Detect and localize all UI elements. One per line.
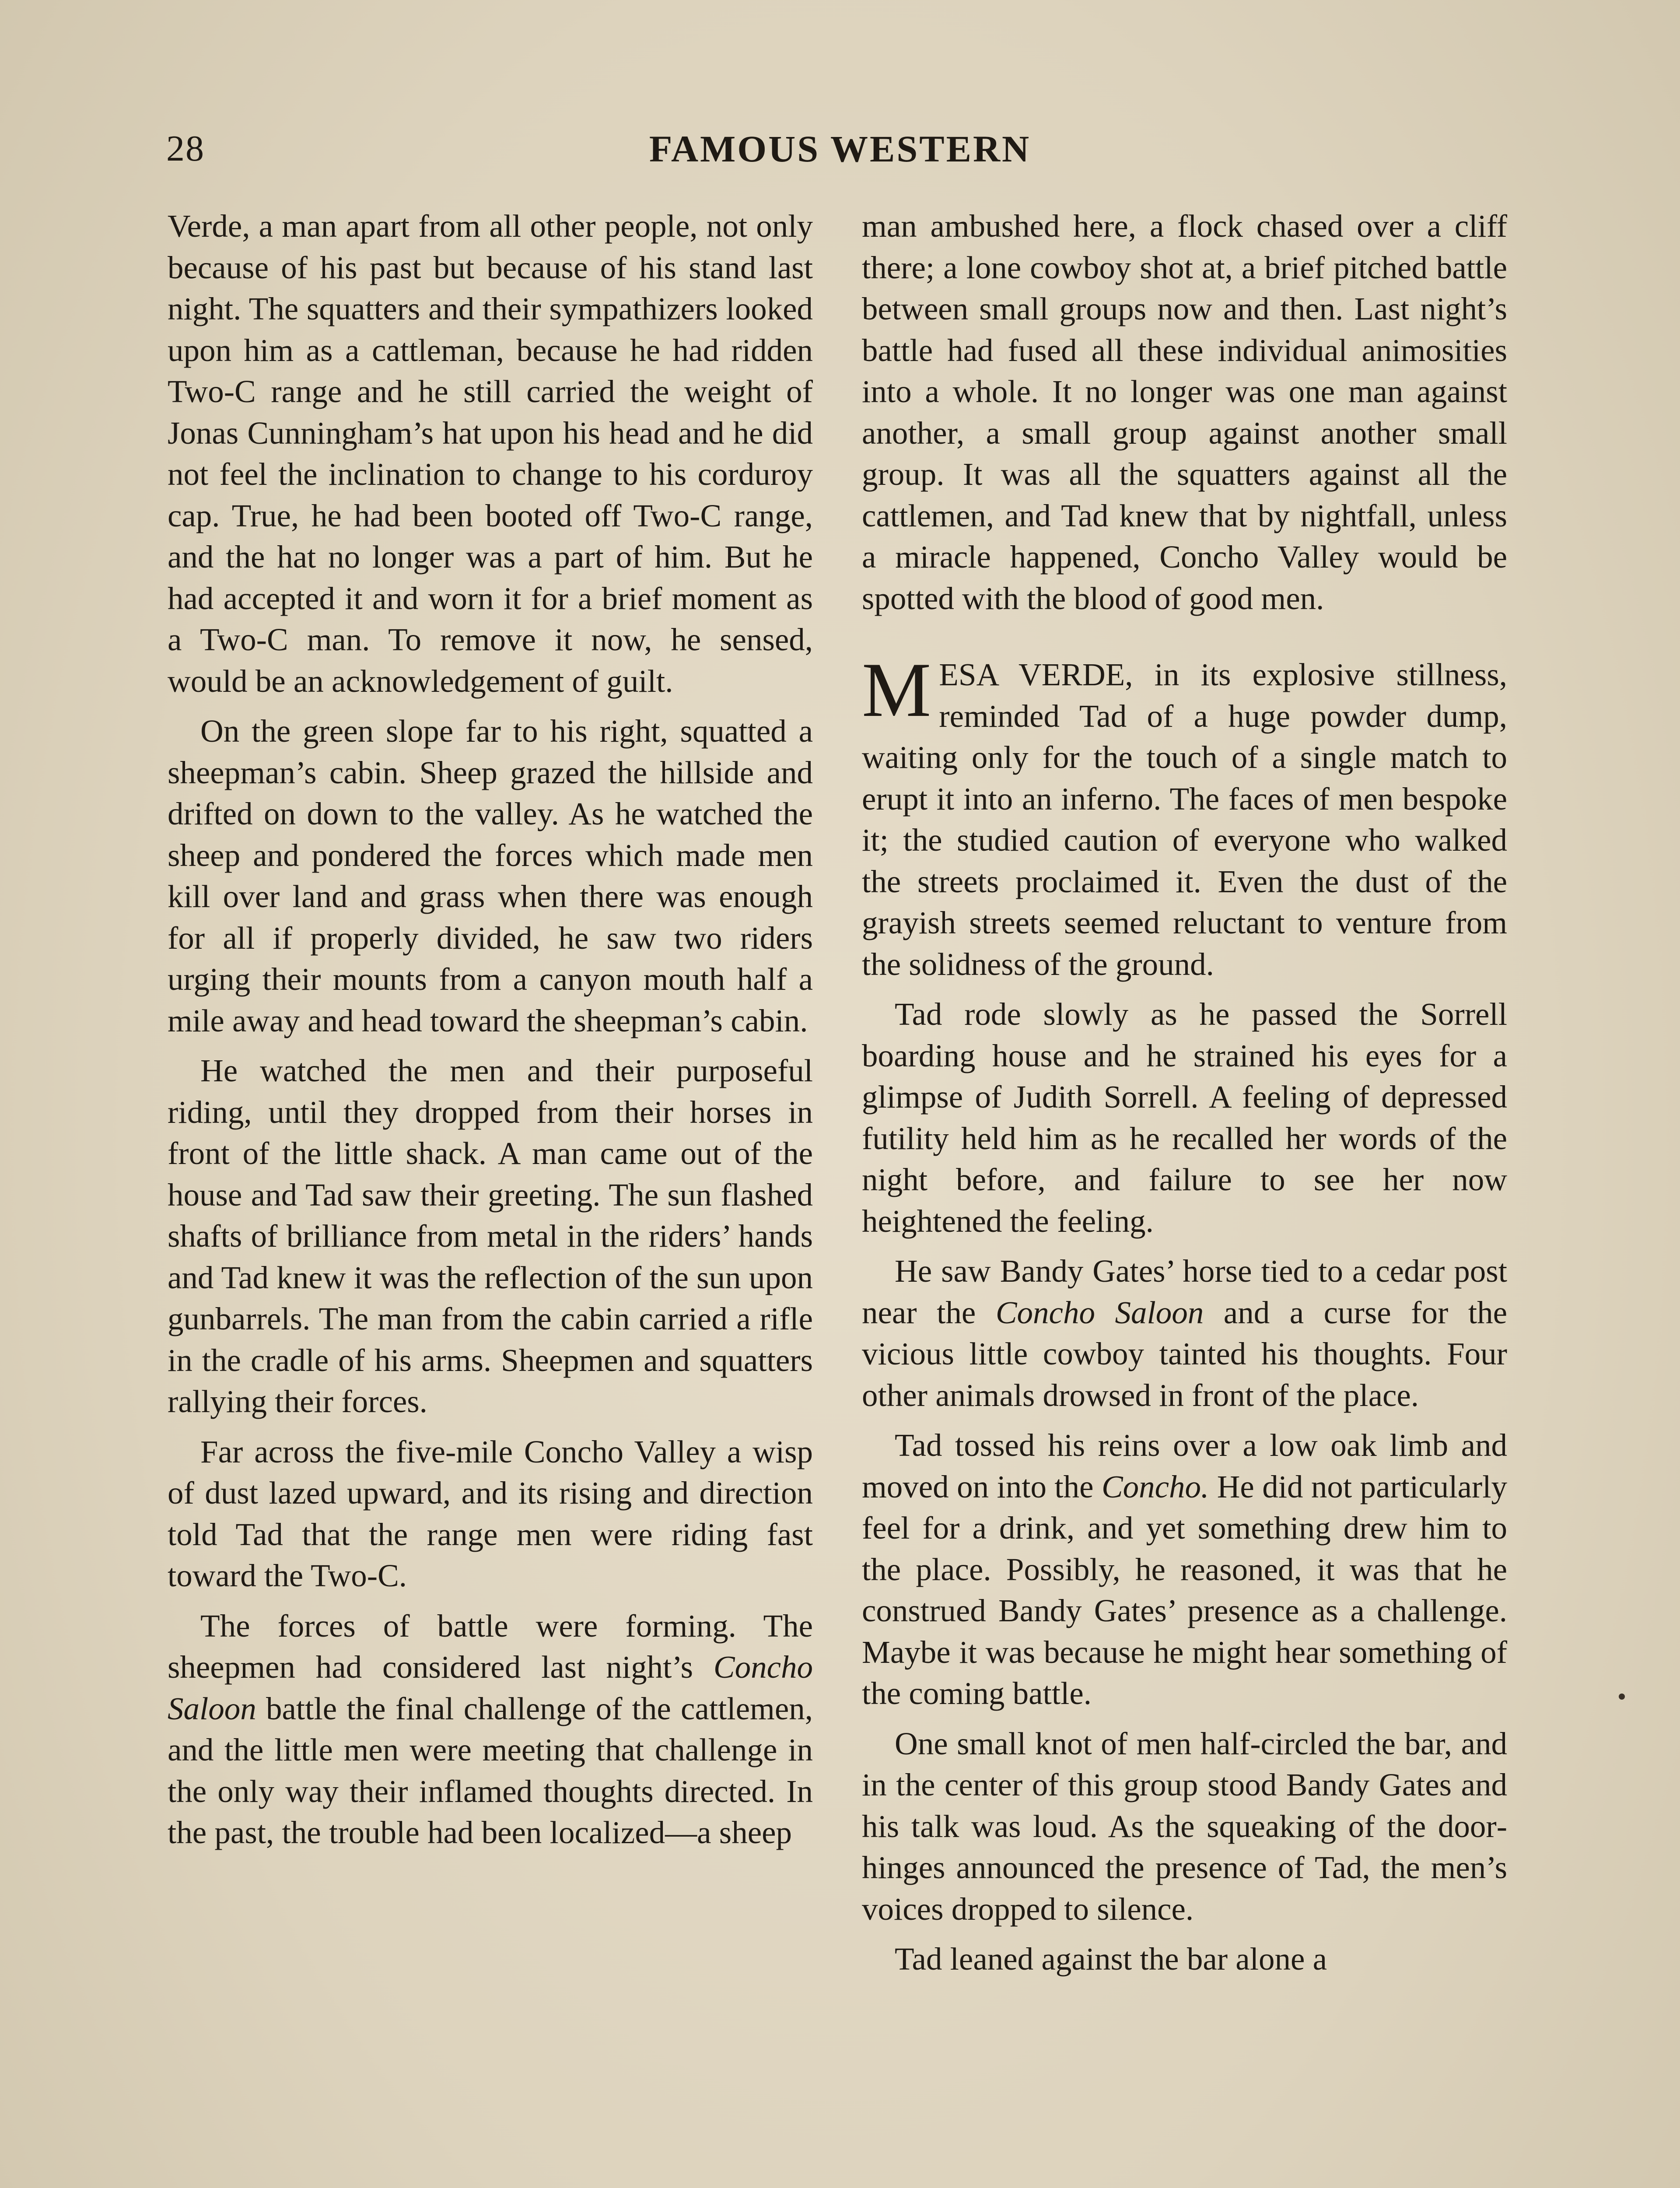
- text-run: Tad tossed his reins over a low oak limb and moved on into the: [862, 1427, 1507, 1504]
- running-head: FAMOUS WESTERN: [649, 128, 1031, 170]
- paragraph: He watched the men and their purposeful riding, until they dropped from their horses in front of the little shack. A man came out of the house and Tad saw their greeting. The sun flashed shafts of brilliance from metal in the riders’ hands and Tad knew it was the reflection of the sun upon gunbarrels. The man from the cabin carried a rifle in the cradle of his arms. Sheepmen and squatters rallying their forces.: [168, 1053, 813, 1419]
- left-column: [168, 206, 813, 1862]
- paragraph: One small knot of men half-circled the bar, and in the center of this group stood Bandy Gates and his talk was loud. As the squeaking of the doorhinges announced the presence of Tad, the men’s voices dropped to silence.: [862, 1725, 1507, 1927]
- print-speck: [1619, 1694, 1625, 1700]
- text-run: and a curse for the vicious little cowboy tainted his thoughts. Four other animals drowsed in front of the place.: [862, 1294, 1508, 1413]
- paragraph: [862, 1251, 1507, 1416]
- text-run: The forces of battle were forming. The sheepmen had considered last night’s: [168, 1608, 813, 1685]
- text-run: He saw Bandy Gates’ horse tied to a cedar post near the: [862, 1253, 1507, 1330]
- italic-title: Concho Saloon: [168, 1649, 813, 1726]
- paragraph: [168, 1606, 813, 1854]
- text-run: He did not particularly feel for a drink, and yet something drew him to the place. Possibly, he reasoned, it was that he construed Bandy Gates’ presence as a challenge. Maybe it was because he might hear something of the coming battle.: [862, 1469, 1507, 1711]
- paragraph: Tad rode slowly as he passed the Sorrell boarding house and he strained his eyes for a glimpse of Judith Sorrell. A feeling of depressed futility held him as he recalled her words of the night before, and failure to see her now heightened the feeling.: [862, 996, 1507, 1239]
- page-header: [166, 125, 1514, 173]
- section-break: [862, 628, 1507, 654]
- small-caps-lead: ESA VERDE,: [939, 657, 1133, 692]
- paragraph: [862, 1425, 1507, 1715]
- page-number: 28: [166, 128, 205, 169]
- paragraph: Verde, a man apart from all other people, not only because of his past but because of his stand last night. The squatters and their sympathizers looked upon him as a cattleman, because he had ridden Two-C range and he still carried the weight of Jonas Cunningham’s hat upon his head and he did not feel the inclination to change to his corduroy cap. True, he had been booted off Two-C range, and the hat no longer was a part of him. But he had accepted it and worn it for a brief moment as a Two-C man. To remove it now, he sensed, would be an acknowledgement of guilt.: [168, 208, 813, 699]
- text-run: in its explosive stillness, reminded Tad of a huge powder dump, waiting only for the touch of a single match to erupt it into an inferno. The faces of men bespoke it; the studied caution of everyone who walked the streets proclaimed it. Even the dust of the grayish streets seemed reluctant to venture from the solidness of the ground.: [862, 657, 1507, 982]
- paragraph: man ambushed here, a flock chased over a cliff there; a lone cowboy shot at, a brief pitched battle between small groups now and then. Last night’s battle had fused all these individual animosities into a whole. It no longer was one man against another, a small group against another small group. It was all the squatters against all the cattlemen, and Tad knew that by nightfall, unless a miracle happened, Concho Valley would be spotted with the blood of good men.: [862, 208, 1507, 616]
- right-column: [862, 206, 1507, 1989]
- drop-cap: M: [862, 646, 931, 733]
- section-opening-paragraph: [862, 646, 1507, 985]
- paragraph: Tad leaned against the bar alone a: [895, 1941, 1327, 1977]
- italic-title: Concho.: [1101, 1469, 1209, 1504]
- paragraph: On the green slope far to his right, squatted a sheepman’s cabin. Sheep grazed the hillside and drifted on down to the valley. As he watched the sheep and pondered the forces which made men kill over land and grass when there was enough for all if properly divided, he saw two riders urging their mounts from a canyon mouth half a mile away and head toward the sheepman’s cabin.: [168, 713, 813, 1038]
- paragraph: Far across the five-mile Concho Valley a wisp of dust lazed upward, and its rising and direction told Tad that the range men were riding fast toward the Two-C.: [168, 1434, 813, 1593]
- text-run: battle the final challenge of the cattlemen, and the little men were meeting that challenge in the only way their inflamed thoughts directed. In the past, the trouble had been localized—a sheep: [168, 1690, 813, 1850]
- italic-title: Concho Saloon: [995, 1294, 1204, 1330]
